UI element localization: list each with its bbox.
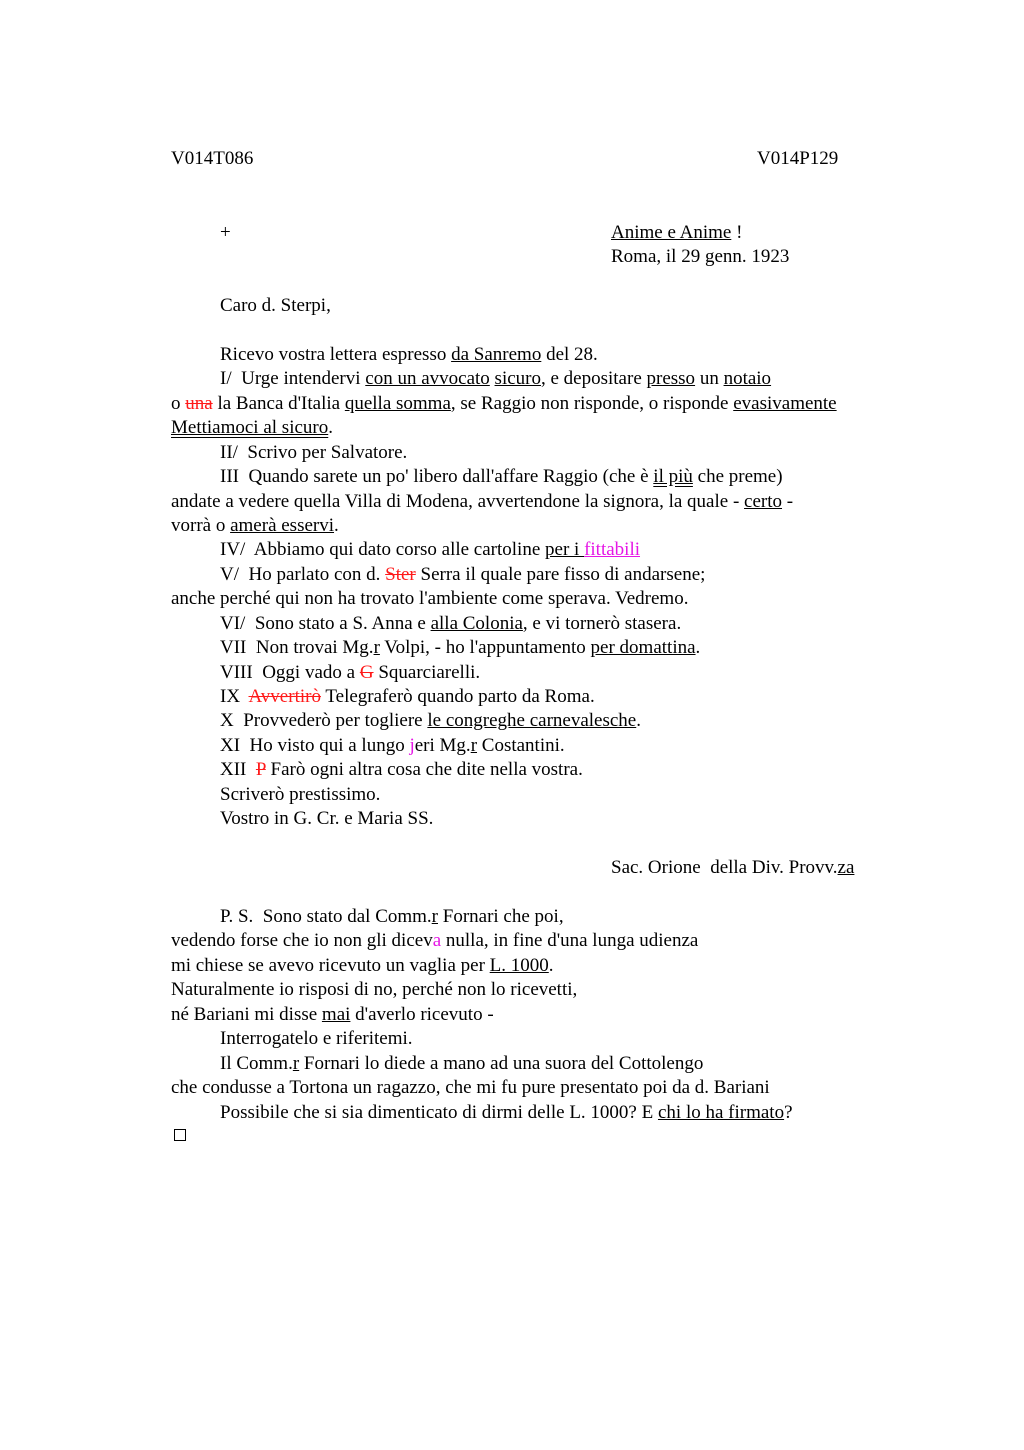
postscript-line: Possibile che si sia dimenticato di dirmi delle L. 1000? E chi lo ha firmato? [220,1102,793,1123]
body-line: II/ Scrivo per Salvatore. [220,442,408,463]
body-line: IV/ Abbiamo qui dato corso alle cartoline per i fittabili [220,539,641,560]
body-line: VIII Oggi vado a G Squarciarelli. [220,662,481,683]
body-line: Ricevo vostra lettera espresso da Sanremo del 28. [220,344,598,365]
closing-line: Vostro in G. Cr. e Maria SS. [220,808,434,829]
deleted-word: Avvertirò [248,686,321,707]
body-line: o una la Banca d'Italia quella somma, se Raggio non risponde, o risponde evasivamente [171,393,837,414]
postscript-line: che condusse a Tortona un ragazzo, che mi fu pure presentato poi da d. Bariani [171,1077,770,1098]
body-line: Mettiamoci al sicuro. [171,417,333,438]
deleted-word: una [185,393,213,414]
postscript-line: Il Comm.r Fornari lo diede a mano ad una suora del Cottolengo [220,1053,704,1074]
place-date: Roma, il 29 genn. 1923 [611,246,790,267]
body-line: VII Non trovai Mg.r Volpi, - ho l'appuntamento per domattina. [220,637,701,658]
header-right-code: V014P129 [757,148,839,169]
end-square-icon [174,1129,186,1141]
motto [611,223,742,242]
body-line: III Quando sarete un po' libero dall'affare Raggio (che è il più che preme) [220,466,783,487]
body-line: XII P Farò ogni altra cosa che dite nella vostra. [220,759,583,780]
body-line: vorrà o amerà esservi. [171,515,339,536]
postscript-line: né Bariani mi disse mai d'averlo ricevuto - [171,1004,494,1025]
postscript-line: Naturalmente io risposi di no, perché non lo ricevetti, [171,979,578,1000]
deleted-word: G [359,662,374,683]
body-line: I/ Urge intendervi con un avvocato sicuro, e depositare presso un notaio [220,368,772,389]
header-left-code: V014T086 [171,148,254,169]
inserted-letter: a [432,930,442,951]
signature: Sac. Orione della Div. Provv.za [611,857,855,878]
salutation: Caro d. Sterpi, [220,295,331,316]
body-line: XI Ho visto qui a lungo jeri Mg.r Costantini. [220,735,565,756]
deleted-word: P [255,759,266,780]
body-line: V/ Ho parlato con d. Ster Serra il quale pare fisso di andarsene; [220,564,706,585]
postscript-line: vedendo forse che io non gli diceva nulla, in fine d'una lunga udienza [171,930,699,951]
deleted-word: Ster [385,564,416,585]
body-line: Scriverò prestissimo. [220,784,381,805]
postscript-line: P. S. Sono stato dal Comm.r Fornari che poi, [220,906,564,927]
cross-mark: + [220,222,231,243]
inserted-letter: j [409,735,415,756]
body-line: X Provvederò per togliere le congreghe carnevalesche. [220,710,641,731]
body-line: IX Avvertirò Telegraferò quando parto da Roma. [220,686,595,707]
postscript-line: mi chiese se avevo ricevuto un vaglia per L. 1000. [171,955,554,976]
motto-rest: ! [731,222,743,243]
motto-underlined: Anime e Anime [611,222,732,243]
postscript-line: Interrogatelo e riferitemi. [220,1028,413,1049]
inserted-word: fittabili [584,539,641,560]
body-line: andate a vedere quella Villa di Modena, avvertendone la signora, la quale - certo - [171,491,794,512]
body-line: VI/ Sono stato a S. Anna e alla Colonia, e vi tornerò stasera. [220,613,682,634]
body-line: anche perché qui non ha trovato l'ambiente come sperava. Vedremo. [171,588,689,609]
